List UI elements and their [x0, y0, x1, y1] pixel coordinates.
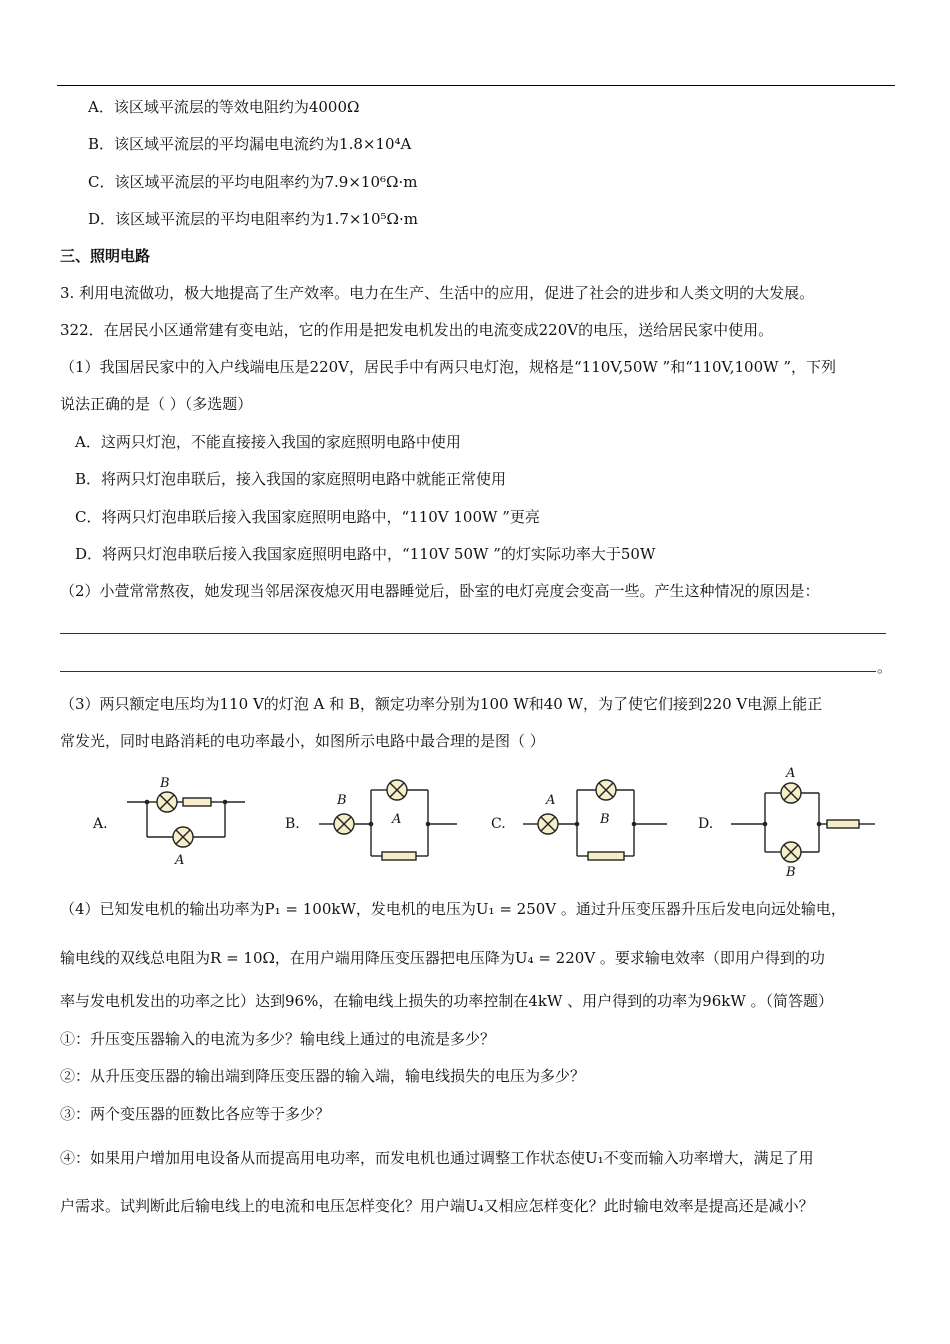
bulb-label: B — [786, 865, 796, 880]
section-title: 三、照明电路 — [60, 247, 151, 265]
header-rule — [57, 85, 895, 86]
p2-line1: （2）小萱常常熬夜，她发现当邻居深夜熄灭用电器睡觉后，卧室的电灯亮度会变高一些。产生这种情况的原因是： — [60, 582, 820, 600]
figure-label-c: C. — [491, 816, 506, 832]
p1-option-a: A．这两只灯泡，不能直接接入我国的家庭照明电路中使用 — [75, 433, 461, 451]
p1-option-c: C．将两只灯泡串联后接入我国家庭照明电路中，“110V 100W ”更亮 — [75, 508, 540, 526]
option-c-prev: C．该区域平流层的平均电阻率约为7.9×10⁶Ω·m — [88, 173, 418, 191]
figure-label-a: A. — [93, 816, 108, 832]
p4-line2: 输电线的双线总电阻为R = 10Ω，在用户端用降压变压器把电压降为U₄ = 220V 。要求输电效率（即用户得到的功 — [60, 949, 825, 967]
option-b-prev: B．该区域平流层的平均漏电电流约为1.8×10⁴A — [88, 135, 412, 153]
sub-question-4-line1: ④：如果用户增加用电设备从而提高用电功率，而发电机也通过调整工作状态使U₁不变而输入功率增大，满足了用 — [60, 1149, 814, 1167]
bulb-icon — [538, 814, 558, 834]
bulb-label: A — [392, 812, 402, 827]
q3-intro: 3. 利用电流做功，极大地提高了生产效率。电力在生产、生活中的应用，促进了社会的进步和人类文明的大发展。 — [60, 284, 815, 302]
bulb-label: B — [337, 793, 347, 808]
bulb-label: B — [600, 812, 610, 827]
bulb-icon — [596, 780, 616, 800]
bulb-icon — [781, 842, 801, 862]
bulb-icon — [157, 792, 177, 812]
bulb-icon — [387, 780, 407, 800]
p4-line3: 率与发电机发出的功率之比）达到96%，在输电线上损失的功率控制在4kW 、用户得到的功率为96kW 。（简答题） — [60, 992, 834, 1010]
bulb-label: A — [175, 853, 185, 868]
sub-question-3: ③：两个变压器的匝数比各应等于多少？ — [60, 1105, 331, 1123]
bulb-icon — [781, 783, 801, 803]
p1-option-d: D．将两只灯泡串联后接入我国家庭照明电路中，“110V 50W ”的灯实际功率大于50W — [75, 545, 656, 563]
bulb-icon — [334, 814, 354, 834]
bulb-icon — [173, 827, 193, 847]
figure-label-d: D. — [698, 816, 714, 832]
answer-blank-1 — [60, 633, 886, 634]
bulb-label: B — [160, 776, 170, 791]
q3-line2: 322．在居民小区通常建有变电站，它的作用是把发电机发出的电流变成220V的电压，送给居民家中使用。 — [60, 321, 774, 339]
sub-question-1: ①：升压变压器输入的电流为多少？输电线上通过的电流是多少？ — [60, 1030, 496, 1048]
p1-line1: （1）我国居民家中的入户线端电压是220V，居民手中有两只电灯泡，规格是“110V,50W ”和“110V,100W ”，下列 — [60, 358, 836, 376]
answer-blank-end: 。 — [877, 658, 893, 676]
sub-question-4-line2: 户需求。试判断此后输电线上的电流和电压怎样变化？用户端U₄又相应怎样变化？此时输电效率是提高还是减小？ — [60, 1197, 814, 1215]
p3-line2: 常发光，同时电路消耗的电功率最小，如图所示电路中最合理的是图（ ） — [60, 732, 545, 750]
bulb-label: A — [786, 766, 796, 781]
answer-blank-2 — [60, 671, 876, 672]
option-d-prev: D．该区域平流层的平均电阻率约为1.7×10⁵Ω·m — [88, 210, 418, 228]
p1-line2: 说法正确的是（ ）（多选题） — [60, 395, 253, 413]
bulb-label: A — [546, 793, 556, 808]
circuit-figures — [85, 760, 885, 880]
p4-line1: （4）已知发电机的输出功率为P₁ = 100kW，发电机的电压为U₁ = 250V 。通过升压变压器升压后发电向远处输电， — [60, 900, 846, 918]
p3-line1: （3）两只额定电压均为110 V的灯泡 A 和 B，额定功率分别为100 W和40 W，为了使它们接到220 V电源上能正 — [60, 695, 823, 713]
option-a-prev: A．该区域平流层的等效电阻约为4000Ω — [88, 98, 360, 116]
p1-option-b: B．将两只灯泡串联后，接入我国的家庭照明电路中就能正常使用 — [75, 470, 507, 488]
figure-label-b: B. — [285, 816, 300, 832]
sub-question-2: ②：从升压变压器的输出端到降压变压器的输入端，输电线损失的电压为多少？ — [60, 1067, 586, 1085]
